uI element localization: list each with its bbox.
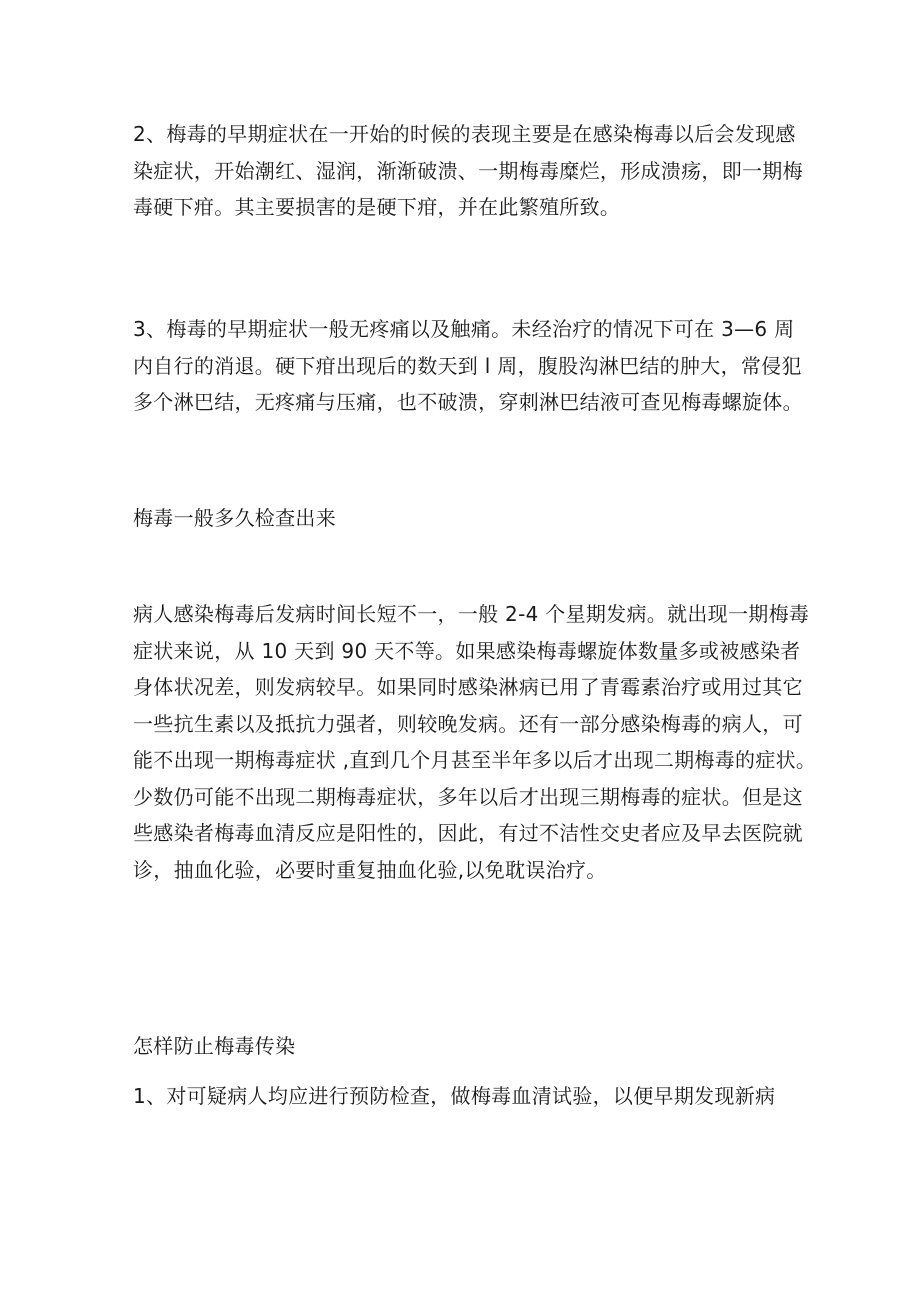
- paragraph-onset-time: [133, 596, 817, 888]
- text-line: 1、对可疑病人均应进行预防检查，做梅毒血清试验，以便早期发现新病: [133, 1084, 776, 1108]
- text-line: 少数仍可能不出现二期梅毒症状，多年以后才出现三期梅毒的症状。但是这: [133, 784, 803, 809]
- text-line: 些感染者梅毒血清反应是阳性的，因此，有过不洁性交史者应及早去医院就: [133, 821, 803, 845]
- text-line: 2、梅毒的早期症状在一开始的时候的表现主要是在感染梅毒以后会发现感: [133, 122, 796, 146]
- text-line: 诊，抽血化验，必要时重复抽血化验,以免耽误治疗。: [133, 857, 607, 882]
- text-line: 3、梅毒的早期症状一般无疼痛以及触痛。未经治疗的情况下可在 3—6 周: [133, 317, 795, 341]
- paragraph-early-symptoms-3: [133, 311, 803, 421]
- heading-text: 怎样防止梅毒传染: [133, 1034, 296, 1058]
- text-line: 病人感染梅毒后发病时间长短不一，一般 2-4 个星期发病。就出现一期梅毒: [133, 602, 810, 626]
- text-line: 毒硬下疳。其主要损害的是硬下疳，并在此繁殖所致。: [133, 195, 621, 219]
- section-heading-detection-time: [133, 500, 798, 537]
- text-line: 内自行的消退。硬下疳出现后的数天到 l 周，腹股沟淋巴结的肿大，常侵犯: [133, 353, 802, 378]
- text-line: 染症状，开始潮红、湿润，渐渐破溃、一期梅毒糜烂，形成溃疡，即一期梅: [133, 158, 803, 183]
- heading-text: 梅毒一般多久检查出来: [133, 506, 336, 530]
- text-line: 症状来说，从 10 天到 90 天不等。如果感染梅毒螺旋体数量多或被感染者: [133, 638, 801, 663]
- text-line: 一些抗生素以及抵抗力强者，则较晚发病。还有一部分感染梅毒的病人，可: [133, 711, 803, 736]
- text-line: 能不出现一期梅毒症状 ,直到几个月甚至半年多以后才出现二期梅毒的症状。: [133, 748, 817, 772]
- paragraph-early-symptoms-2: [133, 116, 803, 226]
- section-heading-prevention: [133, 1028, 798, 1065]
- text-line: 多个淋巴结，无疼痛与压痛，也不破溃，穿刺淋巴结液可查见梅毒螺旋体。: [133, 390, 803, 414]
- text-line: 身体状况差，则发病较早。如果同时感染淋病已用了青霉素治疗或用过其它: [133, 675, 803, 699]
- paragraph-prevention-1: [133, 1078, 798, 1115]
